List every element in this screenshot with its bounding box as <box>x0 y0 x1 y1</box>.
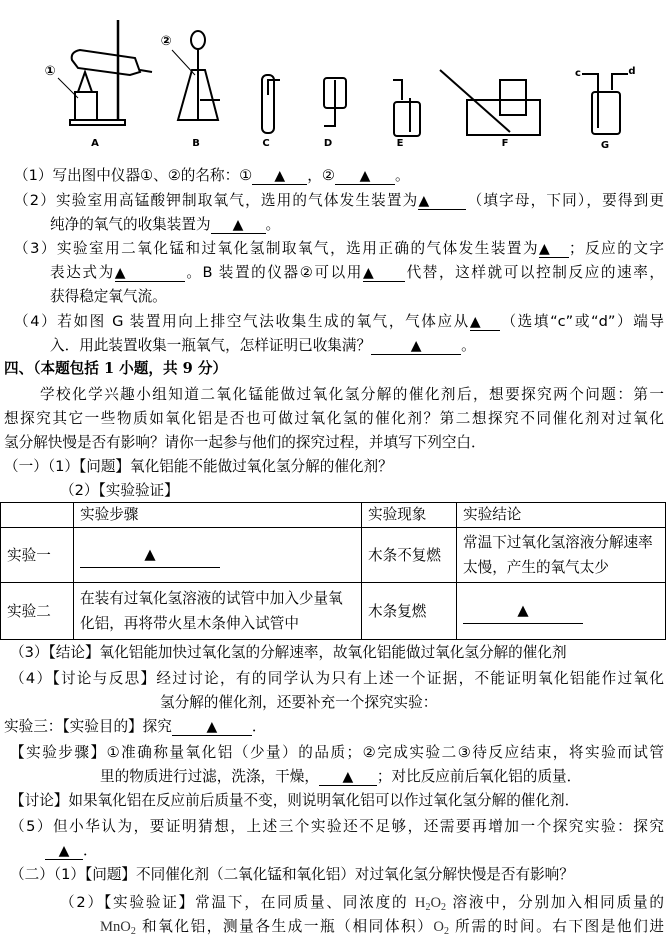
text-segment: 纯净的氧气的收集装置为 <box>50 216 211 233</box>
text-segment: （1）写出图中仪器①、②的名称：① <box>14 167 253 184</box>
text-line <box>10 817 664 837</box>
text-line <box>40 385 664 405</box>
text-line <box>14 312 664 332</box>
label-d: D <box>323 138 333 149</box>
text-segment: 所需的时间。右下图是他们进 <box>448 918 664 935</box>
text-line <box>10 669 664 689</box>
label-g: G <box>600 140 610 151</box>
text-segment: 表达式为 <box>50 264 115 281</box>
header-cell <box>1 503 74 528</box>
experiment-name: 实验二 <box>1 583 74 640</box>
text-line <box>60 893 664 913</box>
experiment-step <box>74 528 362 583</box>
answer-blank[interactable]: ▲ <box>115 265 185 282</box>
text-segment: 入．用此装置收集一瓶氧气，怎样证明已收集满？ <box>50 337 372 354</box>
experiment-phenomenon: 木条不复燃 <box>362 528 457 583</box>
text-segment: 氢分解快慢是否有影响？请你一起参与他们的探究过程，并填写下列空白． <box>4 434 486 451</box>
text-line <box>10 865 574 885</box>
text-line <box>4 457 393 477</box>
answer-blank[interactable]: ▲ <box>539 241 569 258</box>
text-line <box>60 481 179 501</box>
text-segment: （3）实验室用二氧化锰和过氧化氢制取氧气，选用正确的气体发生装置为 <box>14 240 540 257</box>
marker-2: ② <box>160 34 172 49</box>
table-row <box>1 583 666 640</box>
text-segment: 四、（本题包括 1 小题，共 9 分） <box>4 360 228 377</box>
text-segment: ；对比反应前后氧化铝的质量． <box>376 768 582 785</box>
chemical-formula: H <box>414 895 426 911</box>
text-segment: 。B 装置的仪器②可以用 <box>184 264 363 281</box>
answer-blank[interactable]: ▲ <box>470 314 500 331</box>
experiment-table <box>0 502 666 640</box>
answer-blank[interactable]: ▲ <box>371 338 461 355</box>
text-line <box>50 336 476 356</box>
label-b: B <box>192 138 200 149</box>
header-cell: 实验现象 <box>362 503 457 528</box>
text-segment: ；反应的文字 <box>569 240 664 257</box>
subscript: 2 <box>425 902 431 913</box>
text-segment: （填字母，下同），要得到更 <box>466 192 664 209</box>
label-e: E <box>396 138 404 149</box>
text-line <box>4 409 664 429</box>
text-line <box>14 166 410 186</box>
text-segment: 【讨论】如果氧化铝在反应前后质量不变，则说明氧化铝可以作过氧化氢分解的催化剂． <box>10 792 580 809</box>
text-line <box>50 287 167 307</box>
answer-blank[interactable]: ▲ <box>252 168 307 185</box>
text-segment: 想探究其它一些物质如氧化铝是否也可做过氧化氢的催化剂？第二想探究不同催化剂对过氧化 <box>4 410 664 427</box>
marker-1: ① <box>44 64 56 79</box>
apparatus-figure <box>0 0 672 160</box>
text-segment: （2）【实验验证】 <box>60 482 179 499</box>
text-line <box>50 215 280 235</box>
subscript: 2 <box>130 926 136 937</box>
label-a: A <box>91 138 99 149</box>
text-line <box>14 239 664 259</box>
text-segment: 代替，这样就可以控制反应的速率， <box>404 264 664 281</box>
port-d: d <box>628 66 636 77</box>
chemical-formula: O <box>430 895 441 911</box>
text-segment: 【实验步骤】①准确称量氧化铝（少量）的品质；②完成实验二③待反应结束，将实验而试管 <box>10 744 664 761</box>
text-segment: 。 <box>265 216 281 233</box>
table-header-row <box>1 503 666 528</box>
text-segment: ． <box>83 842 98 859</box>
text-segment: （4）【讨论与反思】经过讨论，有的同学认为只有上述一个证据，不能证明氧化铝能作过氧化 <box>10 670 664 687</box>
text-segment: ，② <box>307 167 335 184</box>
text-segment: （2）【实验验证】常温下，在同质量、同浓度的 <box>60 894 415 911</box>
experiment-phenomenon: 木条复燃 <box>362 583 457 640</box>
text-segment: 和氧化铝，测量各生成一瓶（相同体积） <box>135 918 434 935</box>
text-segment: （3）【结论】氧化铝能加快过氧化氢的分解速率，故氧化铝能做过氧化氢分解的催化剂 <box>10 644 567 661</box>
text-segment: （5）但小华认为，要证明猜想，上述三个实验还不足够，还需要再增加一个探究实验：探究 <box>10 818 664 835</box>
text-line <box>100 917 664 937</box>
header-cell: 实验结论 <box>457 503 666 528</box>
experiment-conclusion <box>457 583 666 640</box>
chemical-formula: O <box>433 919 444 935</box>
label-f: F <box>501 138 509 149</box>
text-segment: ． <box>251 718 267 735</box>
text-segment: （二）（1）【问题】不同催化剂（二氧化锰和氧化铝）对过氧化氢分解快慢是否有影响？ <box>10 866 574 883</box>
text-line <box>10 791 579 811</box>
experiment-conclusion: 常温下过氧化氢溶液分解速率太慢，产生的氧气太少 <box>457 528 666 583</box>
answer-blank[interactable]: ▲ <box>335 168 395 185</box>
text-line <box>45 841 98 861</box>
text-line <box>100 767 581 787</box>
text-segment: （选填“c”或“d”）端导 <box>499 313 664 330</box>
answer-blank[interactable]: ▲ <box>463 598 583 624</box>
text-line <box>4 717 266 737</box>
text-line <box>10 743 664 763</box>
port-c: c <box>575 68 581 79</box>
text-line <box>14 191 664 211</box>
text-segment: 。 <box>394 167 410 184</box>
text-segment: 学校化学兴趣小组知道二氧化锰能做过氧化氢分解的催化剂后，想要探究两个问题：第一 <box>40 386 664 403</box>
text-line <box>10 643 567 663</box>
answer-blank[interactable]: ▲ <box>45 843 83 860</box>
text-segment: 溶液中，分别加入相同质量的 <box>446 894 664 911</box>
text-segment: （2）实验室用高锰酸钾制取氧气，选用的气体发生装置为 <box>14 192 419 209</box>
answer-blank[interactable]: ▲ <box>80 542 220 568</box>
text-segment: 里的物质进行过滤，洗涤，干燥， <box>100 768 319 785</box>
text-segment: 获得稳定氧气流。 <box>50 288 167 305</box>
text-segment: 氢分解的催化剂，还要补充一个探究实验： <box>160 694 438 711</box>
answer-blank[interactable]: ▲ <box>319 769 377 786</box>
subscript: 2 <box>441 902 446 913</box>
text-segment: （一）（1）【问题】氧化铝能不能做过氧化氢分解的催化剂？ <box>4 458 393 475</box>
table-row <box>1 528 666 583</box>
subscript: 2 <box>443 926 449 937</box>
text-line <box>4 433 486 453</box>
answer-blank[interactable]: ▲ <box>418 193 466 210</box>
header-cell: 实验步骤 <box>74 503 362 528</box>
chemical-formula: MnO <box>100 919 131 935</box>
text-line <box>160 693 437 713</box>
text-segment: 。 <box>461 337 476 354</box>
text-segment: （4）若如图 G 装置用向上排空气法收集生成的氧气，气体应从 <box>14 313 470 330</box>
text-line <box>50 263 664 283</box>
experiment-name: 实验一 <box>1 528 74 583</box>
section-heading <box>4 359 227 379</box>
answer-blank[interactable]: ▲ <box>363 265 405 282</box>
label-c: C <box>262 138 270 149</box>
experiment-step: 在装有过氧化氢溶液的试管中加入少量氧化铝，再将带火星木条伸入试管中 <box>74 583 362 640</box>
text-segment: 实验三：【实验目的】探究 <box>4 718 172 735</box>
answer-blank[interactable]: ▲ <box>172 719 252 736</box>
answer-blank[interactable]: ▲ <box>211 217 266 234</box>
